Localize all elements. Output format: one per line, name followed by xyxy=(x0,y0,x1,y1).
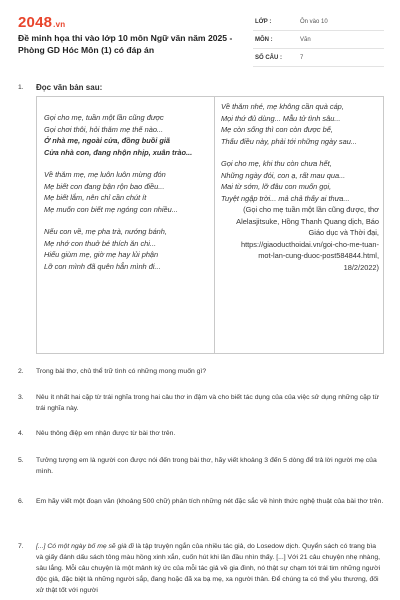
meta-row-subject xyxy=(253,34,384,49)
logo-tld: .vn xyxy=(53,20,66,29)
question-text: Em hãy viết một đoạn văn (khoảng 500 chữ) phân tích những nét đặc sắc về hình thức nghệ thuật của bài thơ trên. xyxy=(36,498,384,505)
poem-line: Mẹ nhớ con thuở bé thích ăn chi... xyxy=(44,238,157,248)
page-header xyxy=(18,14,384,72)
poem-line: Hiểu giùm mẹ, giờ mẹ hay lủi phận xyxy=(44,250,159,259)
question-number: 5. xyxy=(18,457,24,464)
meta-value: Văn xyxy=(300,37,311,43)
question-text: Nêu ít nhất hai cặp từ trái nghĩa trong hai câu thơ in đậm và cho biết tác dụng của của việc sử dụng những cặp từ trái nghĩa này. xyxy=(36,394,380,412)
meta-row-count xyxy=(253,52,384,67)
meta-row-class xyxy=(253,16,384,31)
poem-line: Về thăm mẹ, mẹ luôn luôn mừng đón xyxy=(44,170,166,179)
column-divider xyxy=(214,97,215,353)
question-body: là tập truyện ngắn của nhiều tác giả, do Losedow dịch. Quyển sách có trang bìa và giấy đánh dấu sách tông màu hồng xinh xắn, cuốn hút khi lần đầu nhìn thấy. [...] Với 21 câu chuyện nhẹ nhàng, sâu lắng. Mỗi câu chuyện là một mảnh ký ức của mỗi tác giả về gia đình, nó thật sự chạm tới trái tim những người độc giả, đặc biệt là những người sắp, đang hoặc đã xa bạ mẹ, xa người thân. Để chúng ta có thể yêu thương, đối xử thật tốt với người xyxy=(36,543,381,594)
poem-line: Mai từ sớm, lỡ đâu con muốn gọi, xyxy=(221,182,332,191)
site-logo[interactable] xyxy=(18,14,65,31)
poem-line: Những ngày đói, con ạ, rất mau qua... xyxy=(221,170,346,180)
question-number: 7. xyxy=(18,543,24,550)
question-number: 4. xyxy=(18,430,24,437)
question-number: 3. xyxy=(18,394,24,401)
poem-line: Mẹ biết lắm, nên chỉ cần chút ít xyxy=(44,193,147,202)
poem-line: Thấu điều này, phải tới những ngày sau... xyxy=(221,136,357,146)
poem-line: Mọi thứ đủ dùng... Mẫu tử tình sâu... xyxy=(221,113,341,123)
meta-key: MÔN : xyxy=(255,37,273,43)
poem-line: Nếu con về, mẹ pha trà, nướng bánh, xyxy=(44,227,167,236)
poem-line-bold: Cửa nhà con, đang nhộn nhịp, xuân trào... xyxy=(44,147,193,157)
poem-left-column xyxy=(44,101,212,272)
meta-key: SỐ CÂU : xyxy=(255,55,282,61)
poem-line: Lỡ con mình đã quên hẳn mình đi... xyxy=(44,261,161,271)
question-number: 6. xyxy=(18,498,24,505)
poem-line: Mẹ muốn con biết mẹ ngóng con nhiều... xyxy=(44,204,178,214)
poem-line: Mẹ còn sống thì con còn được bế, xyxy=(221,125,333,134)
question-text xyxy=(36,541,384,596)
question-text: Nêu thông điệp em nhận được từ bài thơ trên. xyxy=(36,430,176,437)
poem-line: Về thăm nhé, mẹ không cần quà cáp, xyxy=(221,102,344,111)
question-text: Tưởng tượng em là người con được nói đến trong bài thơ, hãy viết khoảng 3 đến 5 dòng để trả lời người mẹ của mình. xyxy=(36,457,377,475)
poem-right-column xyxy=(221,101,379,273)
logo-text: 2048 xyxy=(18,14,53,31)
poem-source: (Gọi cho mẹ tuần một lần cũng được, thơ Alelasjitsuke, Hồng Thanh Quang dịch, Báo Giáo dục và Thời đại, https://giaoducthoidai.vn/goi-cho-me-tuan-mot-lan-cung-duoc-post584844.html, 18/2/2022) xyxy=(236,205,379,272)
question-text: Trong bài thơ, chủ thể trữ tình có những mong muốn gì? xyxy=(36,368,207,375)
question-number: 2. xyxy=(18,368,24,375)
meta-key: LỚP : xyxy=(255,19,272,25)
document-title: Đề minh họa thi vào lớp 10 môn Ngữ văn năm 2025 - Phòng GD Hóc Môn (1) có đáp án xyxy=(18,33,233,55)
poem-line: Gọi chơi thôi, hỏi thăm mẹ thế nào... xyxy=(44,124,164,134)
poem-line: Tuyệt ngập trời... mả chả thấy ai thưa... xyxy=(221,193,350,203)
poem-line: Gọi cho mẹ, tuần một lần cũng được xyxy=(44,113,164,122)
book-title: [...] Có một ngày bố mẹ sẽ già đi xyxy=(36,543,134,550)
poem-box xyxy=(36,96,384,354)
meta-value: 7 xyxy=(300,55,304,61)
question-title: Đọc văn bản sau: xyxy=(36,83,103,92)
poem-line: Gọi cho mẹ, khi thu còn chưa hết, xyxy=(221,159,332,168)
question-number: 1. xyxy=(18,84,24,91)
poem-line: Mẹ biết con đang bận rộn bao điều... xyxy=(44,181,165,191)
poem-line-bold: Ở nhà mẹ, ngoài cửa, đồng buồi giã xyxy=(44,136,171,145)
meta-value: Ôn vào 10 xyxy=(300,19,328,25)
meta-table xyxy=(253,16,384,70)
